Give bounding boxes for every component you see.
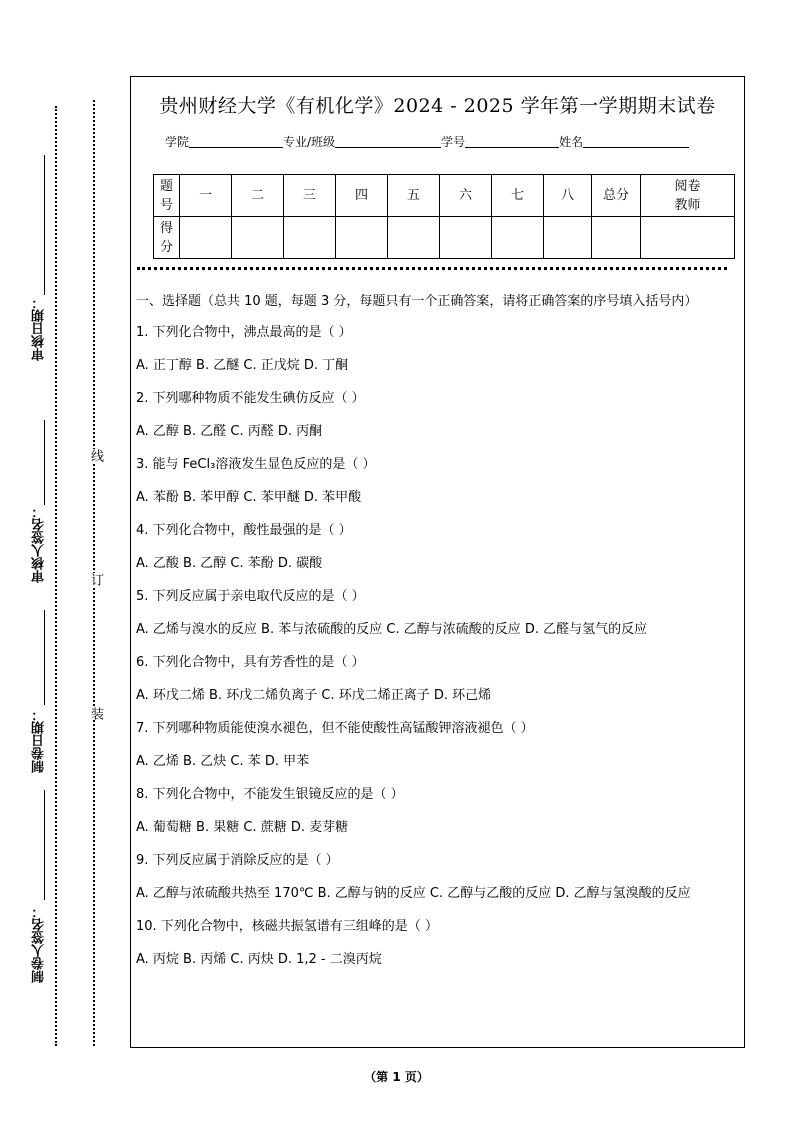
score-cell[interactable] [388,217,440,259]
question-10: 10. 下列化合物中，核磁共振氢谱有三组峰的是（ ） [136,919,438,934]
options-5: A. 乙烯与溴水的反应 B. 苯与浓硫酸的反应 C. 乙醇与浓硫酸的反应 D. 乙醛与氢气的反应 [136,622,648,637]
col-1: 一 [180,175,232,217]
question-4: 4. 下列化合物中，酸性最强的是（ ） [136,523,352,538]
score-cell[interactable] [284,217,336,259]
col-3: 三 [284,175,336,217]
col-total: 总分 [592,175,641,217]
student-id-label: 学号 [441,135,466,149]
score-cell[interactable] [544,217,592,259]
review-date-label: 审核日期： [32,296,47,361]
col-6: 六 [440,175,492,217]
col-7: 七 [492,175,544,217]
major-label: 专业/班级 [283,135,336,149]
col-2: 二 [232,175,284,217]
score-table [153,174,735,259]
options-4: A. 乙酸 B. 乙醇 C. 苯酚 D. 碳酸 [136,556,323,571]
college-label: 学院 [165,135,190,149]
question-8: 8. 下列化合物中，不能发生银镜反应的是（ ） [136,787,404,802]
score-cell[interactable] [180,217,232,259]
exam-frame [130,76,745,1048]
reviewer-cell[interactable] [641,217,735,259]
score-cell[interactable] [232,217,284,259]
score-cell[interactable] [440,217,492,259]
binding-char-pack: 装 [88,707,103,720]
col-4: 四 [336,175,388,217]
student-info-row [165,133,689,150]
make-date-line [44,610,45,705]
row-label-score: 得分 [154,217,180,259]
options-2: A. 乙醇 B. 乙醛 C. 丙醛 D. 丙酮 [136,424,323,439]
question-6: 6. 下列化合物中，具有芳香性的是（ ） [136,655,365,670]
options-6: A. 环戊二烯 B. 环戊二烯负离子 C. 环戊二烯正离子 D. 环己烯 [136,688,492,703]
question-5: 5. 下列反应属于亲电取代反应的是（ ） [136,589,365,604]
options-1: A. 正丁醇 B. 乙醚 C. 正戊烷 D. 丁酮 [136,358,349,373]
options-3: A. 苯酚 B. 苯甲醇 C. 苯甲醚 D. 苯甲酸 [136,490,362,505]
review-date-line [44,155,45,295]
maker-signature-line [44,790,45,900]
make-date-label: 制卷日期： [32,708,47,773]
major-field[interactable] [335,135,441,148]
binding-char-bind: 订 [88,573,103,586]
question-1: 1. 下列化合物中，沸点最高的是（ ） [136,325,352,340]
options-10: A. 丙烷 B. 丙烯 C. 丙炔 D. 1,2 - 二溴丙烷 [136,952,382,967]
question-list [136,322,741,971]
row-label-number: 题号 [154,175,180,217]
options-9: A. 乙醇与浓硫酸共热至 170℃ B. 乙醇与钠的反应 C. 乙醇与乙酸的反应 D. 乙醇与氢溴酸的反应 [136,886,691,901]
name-label: 姓名 [559,135,584,149]
options-8: A. 葡萄糖 B. 果糖 C. 蔗糖 D. 麦芽糖 [136,820,349,835]
reviewer-signature-label: 审核人签名： [32,505,47,583]
col-reviewer: 阅卷教师 [641,175,735,217]
options-7: A. 乙烯 B. 乙炔 C. 苯 D. 甲苯 [136,754,310,769]
score-cell[interactable] [592,217,641,259]
student-id-field[interactable] [465,135,559,148]
col-8: 八 [544,175,592,217]
question-2: 2. 下列哪种物质不能发生碘仿反应（ ） [136,391,365,406]
section-heading: 一、选择题（总共 10 题，每题 3 分，每题只有一个正确答案，请将正确答案的序号填入括号内） [136,294,698,309]
left-dotted-line [55,106,57,1046]
maker-signature-label: 制卷人签名： [32,905,47,983]
question-3: 3. 能与 FeCl₃溶液发生显色反应的是（ ） [136,457,376,472]
col-5: 五 [388,175,440,217]
name-field[interactable] [583,135,689,148]
score-cell[interactable] [492,217,544,259]
dotted-separator [137,267,727,270]
question-section [136,291,741,982]
binding-char-line: 线 [88,449,103,462]
question-7: 7. 下列哪种物质能使溴水褪色，但不能使酸性高锰酸钾溶液褪色（ ） [136,721,534,736]
reviewer-signature-line [44,420,45,505]
score-cell[interactable] [336,217,388,259]
page-footer: （第 1 页） [364,1070,429,1084]
exam-title: 贵州财经大学《有机化学》2024 - 2025 学年第一学期期末试卷 [159,95,716,117]
question-9: 9. 下列反应属于消除反应的是（ ） [136,853,339,868]
college-field[interactable] [189,135,283,148]
